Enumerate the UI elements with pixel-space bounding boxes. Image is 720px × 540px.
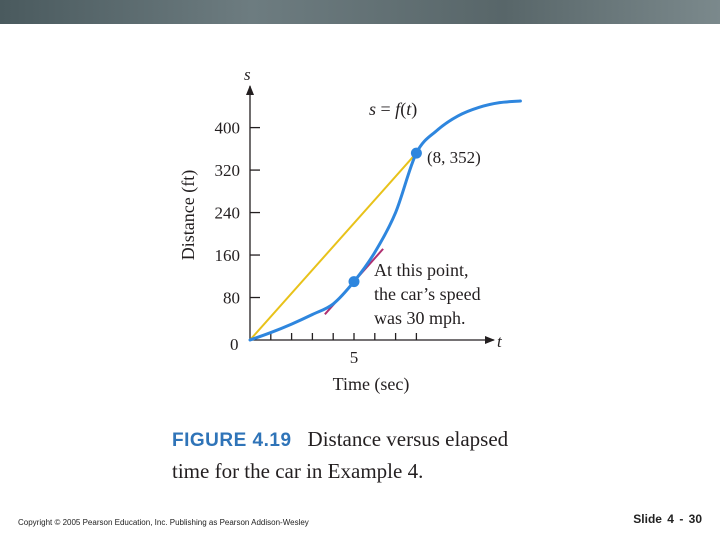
x-axis-title: Time (sec): [332, 374, 410, 394]
speed-annotation-line-2: the car’s speed: [374, 284, 481, 304]
speed-annotation-line-3: was 30 mph.: [374, 308, 466, 328]
y-axis-title: Distance (ft): [178, 169, 198, 261]
y-tick-label-320: 320: [214, 161, 240, 181]
slide-number: Slide 4 - 30: [633, 512, 702, 526]
distance-curve: [250, 101, 520, 340]
figure-label: FIGURE 4.19: [172, 430, 292, 451]
caption-text-line-1: Distance versus elapsed: [307, 427, 509, 451]
point-label-8-352: (8, 352): [427, 148, 481, 167]
figure-caption: [172, 424, 592, 486]
origin-label: 0: [230, 335, 239, 354]
x-axis-symbol: t: [497, 332, 502, 351]
caption-text-line-2: time for the car in Example 4.: [172, 459, 424, 483]
y-tick-label-160: 160: [214, 246, 240, 266]
data-point-2: [411, 148, 422, 159]
y-tick-label-400: 400: [214, 118, 240, 138]
curve-equation-label: s = f(t): [369, 99, 418, 119]
y-axis-symbol: s: [244, 65, 251, 84]
x-tick-label-5: 5: [349, 348, 359, 367]
y-tick-label-80: 80: [223, 288, 240, 308]
y-tick-label-240: 240: [214, 203, 240, 223]
speed-annotation-line-1: At this point,: [374, 260, 469, 280]
copyright-notice: Copyright © 2005 Pearson Education, Inc. Publishing as Pearson Addison-Wesley: [18, 518, 309, 527]
data-point-1: [349, 276, 360, 287]
